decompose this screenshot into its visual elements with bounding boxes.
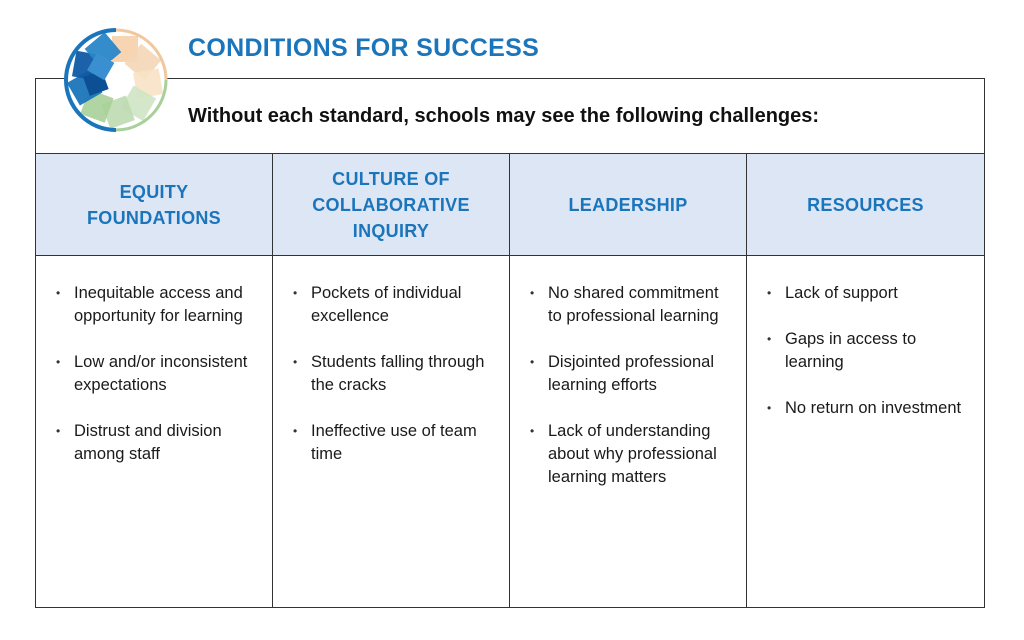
column-heading: CULTURE OF COLLABORATIVE INQUIRY — [312, 168, 470, 241]
column-heading: RESOURCES — [807, 194, 924, 215]
subtitle-row — [36, 79, 984, 154]
list-item: • Pockets of individual excellence — [293, 282, 495, 328]
pinwheel-logo-icon — [62, 26, 170, 134]
list-item: • Ineffective use of team time — [293, 420, 495, 466]
list-item: • Distrust and division among staff — [56, 420, 258, 466]
bullet-list — [56, 282, 258, 466]
column-body-leadership — [510, 256, 747, 607]
column-heading: LEADERSHIP — [568, 194, 688, 215]
column-header-resources — [747, 154, 984, 256]
list-item: • No return on investment — [767, 397, 970, 420]
column-body-equity — [36, 256, 273, 607]
bullet-list — [293, 282, 495, 466]
table-grid — [36, 154, 984, 607]
list-item: • No shared commitment to professional learning — [530, 282, 732, 328]
bullet-list — [530, 282, 732, 489]
column-header-culture — [273, 154, 510, 256]
challenges-table — [35, 78, 985, 608]
list-item: • Lack of understanding about why professional learning matters — [530, 420, 732, 489]
subtitle: Without each standard, schools may see the following challenges: — [188, 105, 820, 127]
column-header-equity — [36, 154, 273, 256]
list-item: • Gaps in access to learning — [767, 328, 970, 374]
list-item: • Inequitable access and opportunity for learning — [56, 282, 258, 328]
column-body-culture — [273, 256, 510, 607]
list-item: • Students falling through the cracks — [293, 351, 495, 397]
list-item: • Lack of support — [767, 282, 970, 305]
column-heading: EQUITY FOUNDATIONS — [87, 181, 221, 228]
page-title: CONDITIONS FOR SUCCESS — [188, 34, 540, 62]
column-body-resources — [747, 256, 984, 607]
column-header-leadership — [510, 154, 747, 256]
list-item: • Low and/or inconsistent expectations — [56, 351, 258, 397]
list-item: • Disjointed professional learning efforts — [530, 351, 732, 397]
bullet-list — [767, 282, 970, 420]
